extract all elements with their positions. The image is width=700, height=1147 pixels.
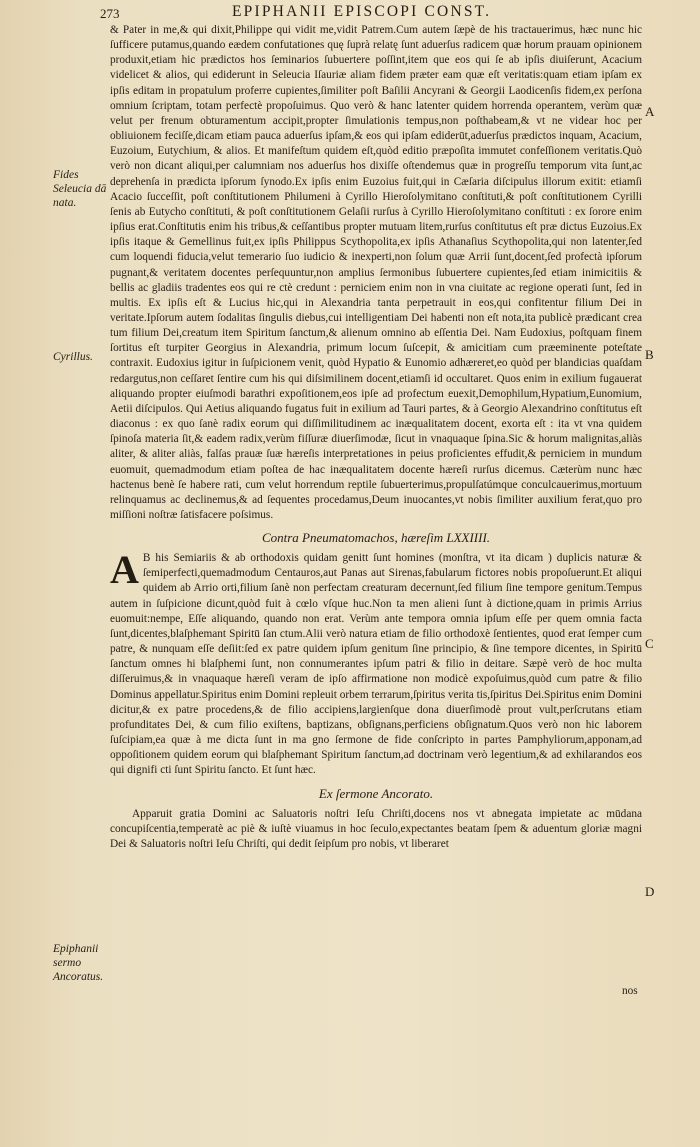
section-heading-pneumatomachos: Contra Pneumatomachos, hæreſim LXXIIII.: [261, 530, 491, 546]
paragraph-semiarians-text: B his Semiariis & ab orthodoxis quidam genitt ſunt homines (monſtra, vt ita dicam ) duplicis naturæ & ſemiperfecti,quemadmodum Centauros,aut Panas aut Sirenas,fabularum fictores nobis propoſuerunt.Et aliqui quidem ab Arrio orti,filium ſanè non perfectam creaturam decernunt,ſed filium ſine tempore genitum.Tempus autem in ſuſpicione dicunt,quòd fuit à cœlo vſque huc.Non ta men alieni ſunt à dictione,quam in primis Arrius euomuit:nempe, Eſſe aliquando, quando non erat. Verùm ante tempora omnia ipſum eſſe per quem omnia facta ſunt,dicentes,blaſphemant Spiritū ſan ctum.Alii verò natura etiam de filio orthodoxè ſentientes, quod erat ſemper cum patre, & nunquam eſſe deſiit:ſed ex patre quidem ipſum genitum ſine principio, & ſine tempore dicentes, in Spiritū ſanctum omnes hi blaſphemi ſunt, non connumerantes ipſum patri & filio in deitare. Sæpè verò de hoc multa diſſeruimus,& in vnaquaque hæreſi veram de ipſo affirmatione non modicè expoſuimus,quòd cum patre & filio Dominus appellatur.Spiritus enim Domini repleuit orbem terrarum,ſpiritus verita tis,ſpiritus Dei.Spiritus enim Domini dicitur,& ex patre procedens,& de filio accipiens,largienſque dona diuerſimodè prout vult,perſcrutans etiam profunditates Dei, & cum filio exiſtens, baptizans, obſignans,perficiens obſignatum.Quos verò non hic laborem ſuſcipiam,ea quæ à me dicta ſunt in ma gno ſermone de fide conſcripto in partes Pamphyliorum,apponam,ad oppoſitionem quidem eorum qui blaſphemant Spiritum ſanctum,ad doctrinam verò legentium,& ad exhilarandos eos qui dignifi cti ſunt Spiritu ſancto. Et ſunt hæc.: [110, 552, 642, 777]
main-text-column: [110, 23, 642, 852]
section-letter-c: C: [645, 636, 654, 651]
margin-note-fides-seleucia: Fides Seleucia dā nata.: [53, 169, 107, 209]
page-header: [0, 2, 700, 24]
section-heading-ancoratus: Ex ſermone Ancorato.: [318, 785, 434, 801]
section-letter-d: D: [645, 884, 655, 899]
section-letter-b: B: [645, 347, 654, 362]
drop-cap: A: [110, 547, 139, 593]
page-number: 273: [100, 6, 120, 21]
margin-note-cyrillus: Cyrillus.: [53, 351, 93, 363]
section-letter-a: A: [645, 104, 655, 119]
catchword: nos: [622, 985, 638, 997]
running-head: EPIPHANII EPISCOPI CONST.: [232, 3, 492, 20]
paragraph-ancoratus: Apparuit gratia Domini ac Saluatoris noſtri Ieſu Chriſti,docens nos vt abnegata impietate ac mūdana concupiſcentia,temperatè ac piè & iuſtè viuamus in hoc ſeculo,expectantes beatam ſpem & aduentum gloriæ magni Dei & Saluatoris noſtri Ieſu Chriſti, qui dedit ſeipſum pro nobis, vt liberaret: [110, 807, 642, 850]
margin-note-ancoratus: Epiphanii sermo Ancoratus.: [53, 943, 104, 983]
paragraph-semiarians: [110, 547, 642, 778]
paragraph-eudoxius: & Pater in me,& qui dixit,Philippe qui vidit me,vidit Patrem.Cum autem ſæpè de his tractauerimus, hæc nunc hic ſufficere putamus,quando eædem confutationes quę ſuprà relatę ſunt aduerſus radicem quæ horum prauam opinionem produxit,etiam hic prædictos hos ſeminarios ſubuertere poſſint,item que eos qui ſe ab ipſis diuiſerunt, Acacium videlicet & alios, qui ediderunt in Seleucia Iſauriæ aliam fidem præter eam quæ eſt veritatis:quam etiam ipſam ex ipſis editam in propatulum proferre cupientes,ſimiliter poſt Baſilii Ancyrani & Georgii Laodicenſis fidem,ex perſona omnium ſcriptam, totam perfectè propoſuimus. Quo verò & hanc latenter quidem horrenda operantem, verùm quæ velut per frenum obturamentum accipit,propter ſimulationis tempus,non poſthabeam,& vt ne videar hoc per obliuionem feciſſe,dicam etiam pauca aduerſus ipſam,& eos qui ipſam ediderūt,aduerſus prædictos inquam, Acacium, Euzoium, Eutychium, & alios. Et manifeſtum quidem eſt,quòd editio præpoſita immutet confeſſionem veritatis.Quò verò non dicant aliqui,per calumniam nos aduerſus hos dixiſſe oſtendemus quæ in progreſſu temporum vita ſunt,ac deprehenſa in prædicta ipſorum ſynodo.Ex ipſis enim Euzoius fuit,qui in Cæſaria diſcipulus illorum exitit: etiamſi Acacio ſucceſſit, poſt conſtitutionem Philumeni à Cyrillo Hieroſolymitano conſtituti,& poſt conſtitutionem Cyrilli ſenis ab Eutycho conſtituti, & poſt conſtitutionem Gelaſii rurſus à Cyrillo Hieroſolymitano conſtituti : ex ſorore enim ipſius erat.Conſtitutis enim his tribus,& ceſſantibus propter mutuam litem,rurſus conſtitutus eſt præ dictus Euzoius.Ex ipſis itaque & Gemellinus fuit,ex ipſis Philippus Scythopolita,ex ipſis Athanaſius Scythopolita,qui non latenter,ſed cum loquendi fiducia,velut temerario ſuo iudicio & inexperti,non ſolum quæ Arrii ſunt,docent,ſed profectà ipſorum pugnant,& veritatem docentes perſequuntur,non amplius ſermonibus ſubuertere cupientes,ſed etiam inimicitiis & bellis ac gladiis tradentes eos qui re ctè credunt : perniciem enim non in vna ciuitate ac regione operati ſunt, ſed in multis. Ex ipſis eſt & Lucius hic,qui in Alexandria tanta perpetrauit in eos,qui confitentur filium Dei in veritate.Ipſorum autem ſodalitas ſingulis diebus,cui intelligentiam Dei habenti non eſt nota,ita publicè prædicant crea tum filium Dei,creatum item Spiritum ſanctum,& alienum omnino ab eſſentia Dei. Nam Eudoxius, poſtquam finem ſortitus eſt turpiter Georgius in Alexandria, primum locum ſuſcepit, & amicitiam cum præeminente poteſtate contraxit. Eudoxius igitur in ſuſpicionem venit, quòd Hypatio & Eunomio adhæreret,eo quòd per blandicias quaſdam redargutus,non ceſſaret ſentire cum his qui diſsimilinem docent,etiamſi id occultaret. Quos enim in exilium fugauerat aliquando propter eiuſmodi barathri expoſitionem,eos ipſe ad profectum euexit,Demophilum,Hypatium,Eunomium, Aetii diſcipulos. Qui Aetius aliquando fugatus fuit in exilium ad Tauri partes, & à Georgio Alexandrino conſtitutus eſt diaconus : ex quo ſanè radix eorum qui diſſimilitudinem ac inæqualitatem docent, exorta eſt : ita vt vna quidem ſpinoſa materia ſit,& eadem radix,verùm fiſſuræ diuerſimodæ, ſicut in vnaquaque ſpina.Sic & horum malignitas,aliàs aliter, & aliter aliàs, falſas prauæ ſuæ hæreſis interpretationes in peius proficientes effudit,& perniciem in mundum euomuit, quemadmodum etiam poſtea de hac inæqualitatem docente hæreſi rurſus dicemus. Cæterùm nunc hæc hactenus benè ſe habere rati, cum velut horrendum reptile ſubuerterimus,propulſatúmque conculcauerimus,mortuum relinquamus ac declinemus,& ad ſequentes procedamus,Deum inuocantes,vt nobis ſimiliter auxilium ferat,quo pro miſſioni noſtræ ſatisfacere poſsimus.: [110, 24, 642, 521]
